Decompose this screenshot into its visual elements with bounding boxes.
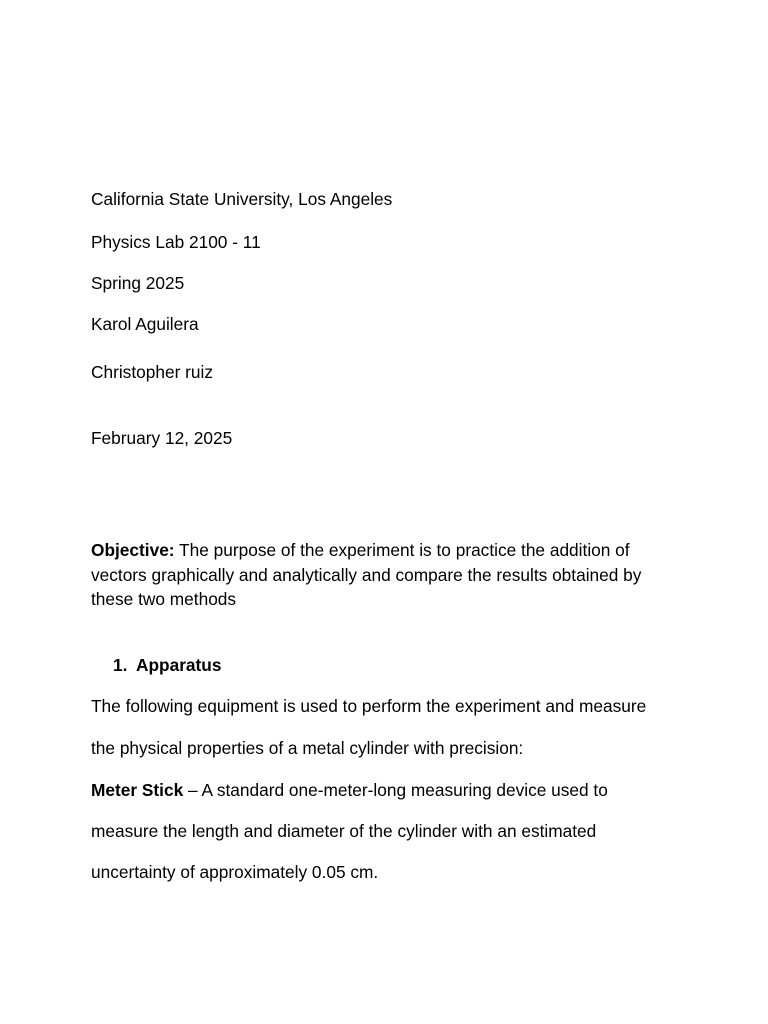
meter-stick-line-2: measure the length and diameter of the cylinder with an estimated [91,821,597,841]
meter-stick-line-1 [91,780,691,800]
section-heading-apparatus [113,655,221,675]
objective-paragraph [91,538,676,612]
apparatus-intro-line-2: the physical properties of a metal cylinder with precision: [91,738,524,758]
meter-stick-description: – A standard one-meter-long measuring device used to [183,780,608,800]
term: Spring 2025 [91,273,185,293]
objective-text: The purpose of the experiment is to practice the addition of vectors graphically and analytically and compare the results obtained by these two methods [91,540,642,609]
author-2: Christopher ruiz [91,362,213,382]
section-number: 1. [113,655,128,675]
meter-stick-term: Meter Stick [91,780,184,800]
university-name: California State University, Los Angeles [91,189,393,209]
apparatus-intro-line-1: The following equipment is used to perform the experiment and measure [91,696,647,716]
objective-label: Objective: [91,540,175,560]
author-1: Karol Aguilera [91,314,199,334]
section-title: Apparatus [136,655,222,675]
meter-stick-line-3: uncertainty of approximately 0.05 cm. [91,862,379,882]
course-name: Physics Lab 2100 - 11 [91,232,261,252]
report-date: February 12, 2025 [91,428,233,448]
